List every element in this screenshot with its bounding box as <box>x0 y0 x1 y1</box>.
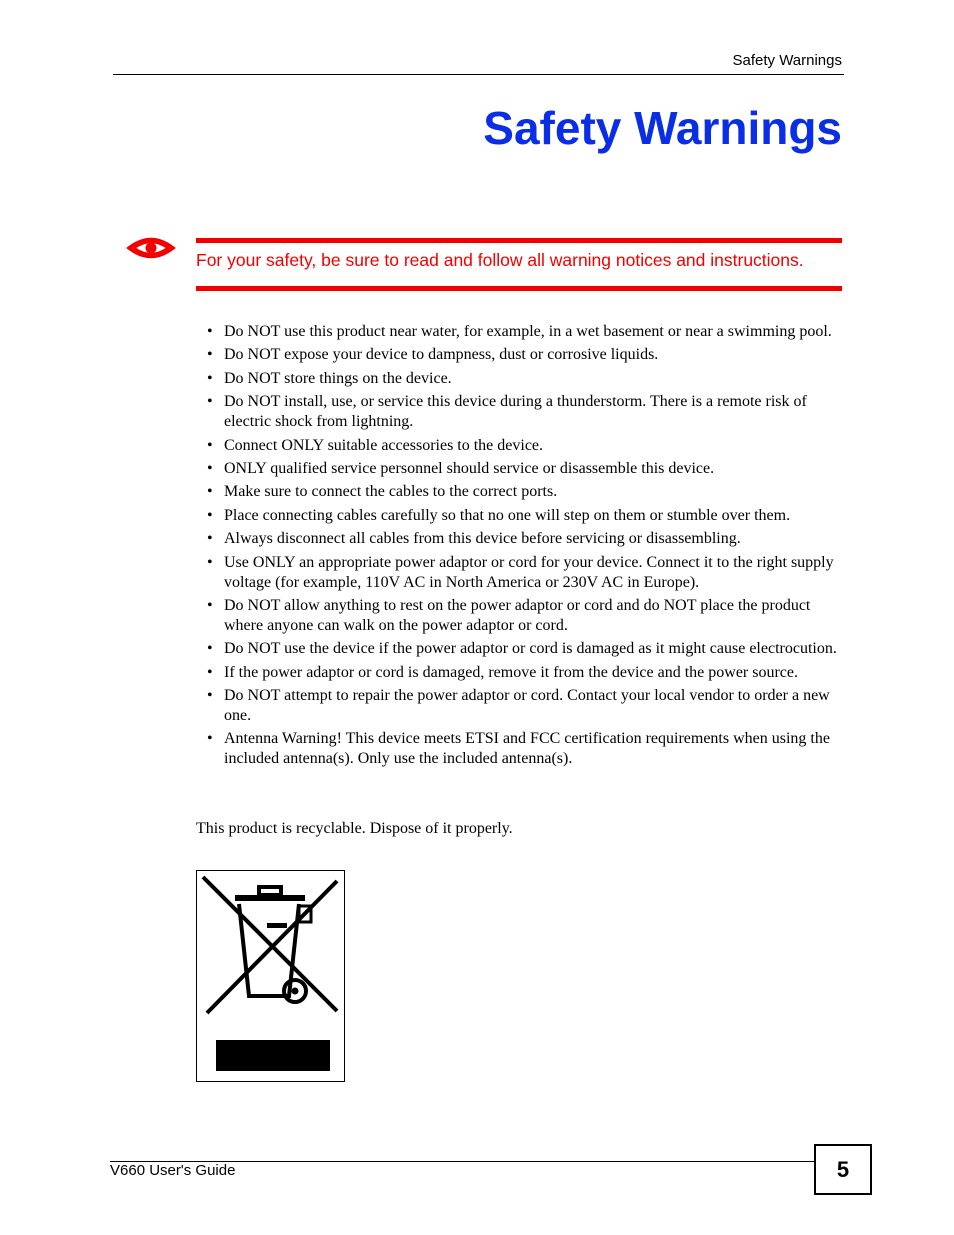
page-number: 5 <box>814 1144 872 1195</box>
list-item: • Use ONLY an appropriate power adaptor or cord for your device. Connect it to the right supply voltage (for example, 110V AC in North America or 230V AC in Europe). <box>207 553 847 593</box>
crossed-out-wheelie-bin-icon <box>196 870 345 1082</box>
list-item: • Antenna Warning! This device meets ETSI and FCC certification requirements when using the included antenna(s). Only use the included antenna(s). <box>207 729 847 769</box>
list-item: • Do NOT allow anything to rest on the power adaptor or cord and do NOT place the product where anyone can walk on the power adaptor or cord. <box>207 596 847 636</box>
page-title: Safety Warnings <box>483 102 842 154</box>
list-item: • Do NOT install, use, or service this device during a thunderstorm. There is a remote risk of electric shock from lightning. <box>207 392 847 432</box>
list-item: • Do NOT use the device if the power adaptor or cord is damaged as it might cause electrocution. <box>207 639 847 659</box>
safety-warning-text: For your safety, be sure to read and follow all warning notices and instructions. <box>196 250 804 270</box>
safety-warning-list <box>207 322 847 773</box>
safety-warning-notice <box>196 238 842 291</box>
list-item: • ONLY qualified service personnel should service or disassemble this device. <box>207 459 847 479</box>
footer-guide-name: V660 User's Guide <box>110 1162 236 1179</box>
list-item: • Always disconnect all cables from this device before servicing or disassembling. <box>207 529 847 549</box>
list-item: • Do NOT expose your device to dampness, dust or corrosive liquids. <box>207 345 847 365</box>
list-item: • Place connecting cables carefully so that no one will step on them or stumble over them. <box>207 506 847 526</box>
list-item: • Do NOT attempt to repair the power adaptor or cord. Contact your local vendor to order a new one. <box>207 686 847 726</box>
list-item: • If the power adaptor or cord is damaged, remove it from the device and the power source. <box>207 663 847 683</box>
running-header-title: Safety Warnings <box>732 52 842 69</box>
eye-icon <box>126 233 176 263</box>
list-item: • Do NOT use this product near water, for example, in a wet basement or near a swimming pool. <box>207 322 847 342</box>
list-item: • Do NOT store things on the device. <box>207 369 847 389</box>
header-divider <box>113 74 844 75</box>
recycle-note: This product is recyclable. Dispose of it properly. <box>196 820 513 837</box>
list-item: • Make sure to connect the cables to the correct ports. <box>207 482 847 502</box>
list-item: • Connect ONLY suitable accessories to the device. <box>207 436 847 456</box>
